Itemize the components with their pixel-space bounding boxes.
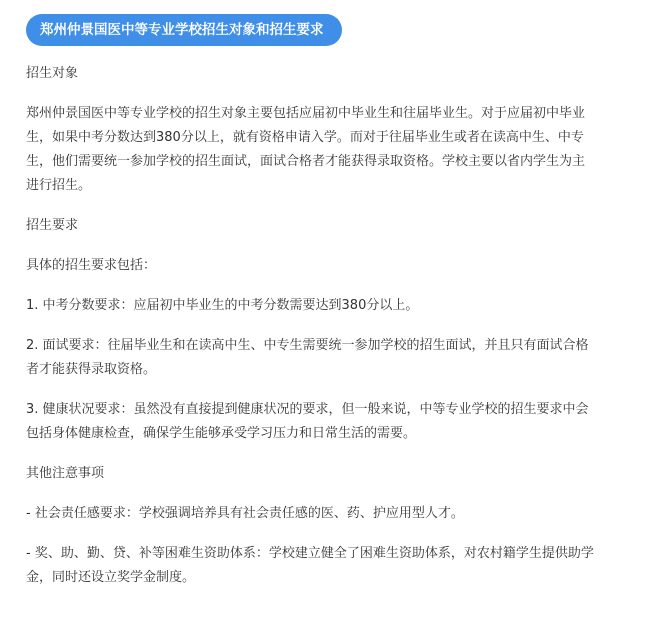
section-heading-notes: 其他注意事项 (26, 466, 105, 481)
requirement-item-health: 3. 健康状况要求：虽然没有直接提到健康状况的要求，但一般来说，中等专业学校的招生要求中会包括身体健康检查，确保学生能够承受学习压力和日常生活的需要。 (26, 402, 589, 441)
requirement-item-interview: 2. 面试要求：往届毕业生和在读高中生、中专生需要统一参加学校的招生面试，并且只有面试合格者才能获得录取资格。 (26, 338, 589, 377)
article-title: 郑州仲景国医中等专业学校招生对象和招生要求 (26, 14, 342, 46)
requirements-intro: 具体的招生要求包括： (26, 258, 157, 273)
note-item-social-responsibility: - 社会责任感要求：学校强调培养具有社会责任感的医、药、护应用型人才。 (26, 506, 464, 521)
section-heading-enroll-target: 招生对象 (26, 66, 79, 81)
section-heading-requirements: 招生要求 (26, 218, 79, 233)
requirement-item-score: 1. 中考分数要求：应届初中毕业生的中考分数需要达到380分以上。 (26, 298, 419, 313)
note-item-financial-aid: - 奖、助、勤、贷、补等困难生资助体系：学校建立健全了困难生资助体系，对农村籍学生提供助学金，同时还设立奖学金制度。 (26, 546, 594, 585)
enroll-target-paragraph: 郑州仲景国医中等专业学校的招生对象主要包括应届初中毕业生和往届毕业生。对于应届初中毕业生，如果中考分数达到380分以上，就有资格申请入学。而对于往届毕业生或者在读高中生、中专生，他们需要统一参加学校的招生面试，面试合格者才能获得录取资格。学校主要以省内学生为主进行招生。 (26, 106, 586, 193)
article-body (26, 62, 596, 606)
